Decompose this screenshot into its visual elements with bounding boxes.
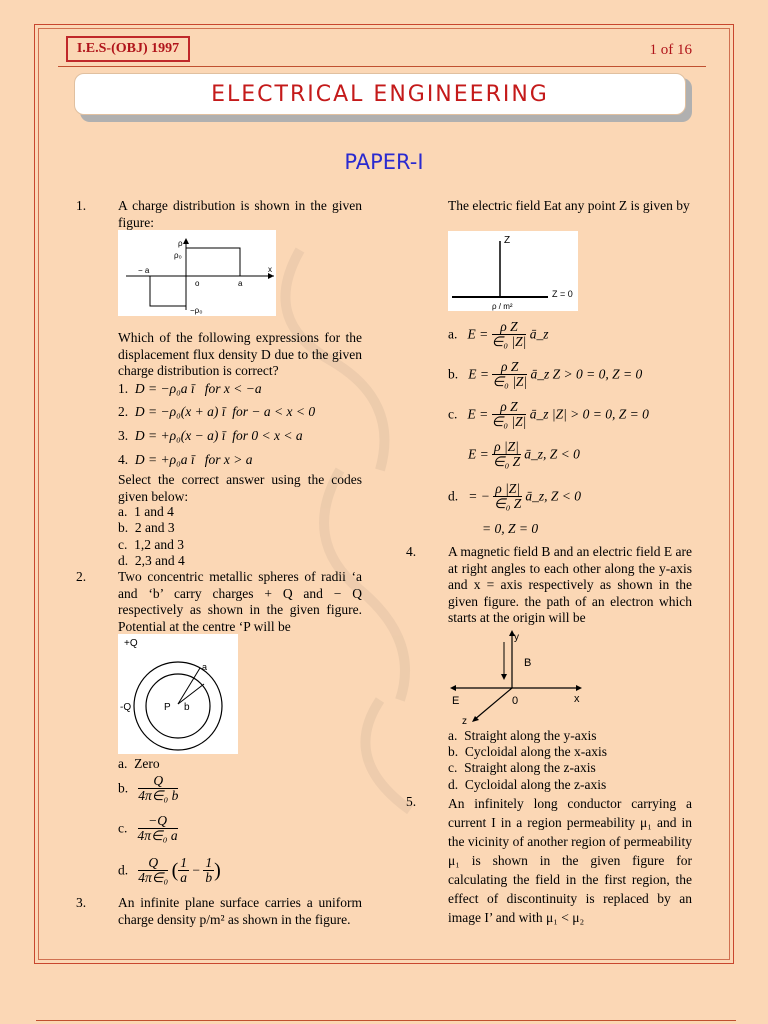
q4-option-d: d. Cycloidal along the z-axis	[448, 777, 607, 792]
q1-code-c: c. 1,2 and 3	[118, 537, 184, 552]
q1-code-b: b. 2 and 3	[118, 520, 175, 535]
option-number: 4.	[118, 452, 129, 467]
q1-question: Which of the following expressions for the displacement flux density D due to the given charge distribution is correct?	[118, 330, 362, 378]
q2-option-d: d. $\frac{Q}{\text{4π∈₀}}$ ( $\frac{1}{a}$ − $\frac{1}{b}$ )	[118, 855, 221, 885]
option-cond: for x < −a	[204, 381, 262, 396]
option-number: 2.	[118, 404, 129, 419]
fraction: $\frac{-Q}{\text{4π∈₀ a}}$	[137, 813, 178, 843]
option-cond: for 0 < x < a	[232, 428, 303, 443]
q1-instruction: Select the correct answer using the codes given below:	[118, 472, 362, 504]
fig-e-label: E	[452, 695, 460, 707]
q3-option-c: c. E = $\frac{\text{ρ Z}}{\text{∈₀ |Z|}}$ ā_z |Z| > 0 = 0, Z = 0	[448, 399, 649, 429]
q4-option-b: b. Cycloidal along the x-axis	[448, 744, 607, 759]
fig-z-label: z	[462, 716, 467, 726]
option-expr: D = +ρ₀(x − a) ī	[134, 428, 226, 443]
fig-z-label: Z	[504, 235, 511, 246]
q3-option-a: a. E = $\frac{\text{ρ Z}}{\text{∈₀ |Z|}}$ ā_z	[448, 319, 549, 349]
q5-number: 5.	[406, 794, 417, 809]
q3-option-d-line2: = 0, Z = 0	[482, 521, 539, 536]
page-title: ELECTRICAL ENGINEERING	[74, 73, 686, 115]
q1-option-2	[118, 404, 315, 421]
q1-option-3	[118, 428, 303, 445]
q3-text: An infinite plane surface carries a uniform charge density p/m² as shown in the figure.	[118, 895, 362, 927]
charge-plane-diagram	[448, 231, 578, 311]
q1-number: 1.	[76, 198, 87, 213]
concentric-spheres-diagram	[118, 634, 238, 754]
fig-x-label: x	[268, 265, 272, 274]
option-expr: D = +ρ₀a ī	[134, 452, 195, 467]
fig-x-label: x	[574, 693, 580, 705]
q3-option-c-line2: E = $\frac{\rho |Z|}{\text{∈₀ Z}}$ ā_z, Z < 0	[468, 439, 580, 469]
q1-text: A charge distribution is shown in the given figure:	[118, 198, 362, 230]
fraction: $\frac{Q}{\text{4π∈₀}}$	[138, 855, 169, 885]
q2-figure	[118, 634, 238, 754]
fig-minus-q-label: -Q	[120, 702, 132, 713]
fig-plus-q-label: +Q	[124, 638, 138, 649]
option-cond: for x > a	[204, 452, 253, 467]
option-expr: D = −ρ₀a ī	[134, 381, 195, 396]
q1-option-4	[118, 452, 253, 469]
fig-p-label: P	[164, 702, 171, 713]
fig-neg-rho0-label: −ρ₀	[190, 306, 203, 315]
q2-option-b: b. $\frac{Q}{\text{4π∈₀ b}}$	[118, 773, 179, 803]
fig-origin-label: o	[195, 279, 200, 288]
q4-option-a: a. Straight along the y-axis	[448, 728, 597, 743]
option-number: 3.	[118, 428, 129, 443]
q1-code-d: d. 2,3 and 4	[118, 553, 185, 568]
q4-figure	[448, 628, 586, 726]
q3-number: 3.	[76, 895, 87, 910]
q3-figure	[448, 231, 578, 311]
fig-o-label: 0	[512, 695, 519, 707]
q1-code-a: a. 1 and 4	[118, 504, 174, 519]
fig-b-label: B	[524, 657, 532, 669]
q5-text: An infinitely long conductor carrying a current I in a region permeability μ₁ and in the vicinity of another region of permeability μ₁ is shown in the given figure for calculating the field in the first region, the effect of discontinuity is replaced by an image I’ and with μ₁ < μ₂	[448, 796, 692, 925]
fig-rho-label: ρ	[178, 239, 183, 248]
bottom-rule	[36, 1020, 736, 1021]
q4-option-c: c. Straight along the z-axis	[448, 760, 596, 775]
q1-option-1	[118, 381, 262, 398]
option-expr: D = −ρ₀(x + a) ī	[134, 404, 226, 419]
charge-distribution-graph	[118, 230, 276, 316]
option-cond: for − a < x < 0	[232, 404, 316, 419]
option-number: 1.	[118, 381, 129, 396]
fig-a-label: a	[238, 279, 243, 288]
q3-option-d: d. = − $\frac{\rho |Z|}{\text{∈₀ Z}}$ ā_z, Z < 0	[448, 481, 582, 511]
q3-option-b: b. E = $\frac{\text{ρ Z}}{\text{∈₀ |Z|}}$ ā_z Z > 0 = 0, Z = 0	[448, 359, 643, 389]
paper-heading: PAPER-I	[344, 150, 424, 174]
q2-option-a: a. Zero	[118, 756, 160, 771]
fig-a-label: a	[202, 662, 208, 672]
fig-rho-label: ρ / m²	[492, 302, 513, 311]
field-axes-diagram	[448, 628, 586, 726]
fig-z0-label: Z = 0	[552, 289, 573, 299]
q2-text: Two concentric metallic spheres of radii ‘a and ‘b’ carry charges + Q and − Q respectively as shown in the given figure. Potential at the centre ‘P will be	[118, 569, 362, 634]
fig-y-label: y	[514, 632, 519, 643]
q1-figure	[118, 230, 276, 316]
q4-number: 4.	[406, 544, 417, 559]
q3-continuation: The electric field Eat any point Z is given by	[448, 198, 690, 213]
exam-label: I.E.S-(OBJ) 1997	[66, 36, 190, 62]
q4-text: A magnetic field B and an electric field E are at right angles to each other along the y-axis and x = axis respectively as shown in the given figure. the path of an electron which starts at the origin will be	[448, 544, 693, 625]
page-number: 1 of 16	[649, 42, 692, 58]
fig-rho0-label: ρ₀	[174, 251, 182, 260]
q2-number: 2.	[76, 569, 87, 584]
q2-option-c: c. $\frac{-Q}{\text{4π∈₀ a}}$	[118, 813, 178, 843]
header-rule	[58, 66, 706, 67]
fraction: $\frac{Q}{\text{4π∈₀ b}}$	[138, 773, 179, 803]
fig-neg-a-label: − a	[138, 266, 150, 275]
fig-b-label: b	[184, 702, 190, 713]
